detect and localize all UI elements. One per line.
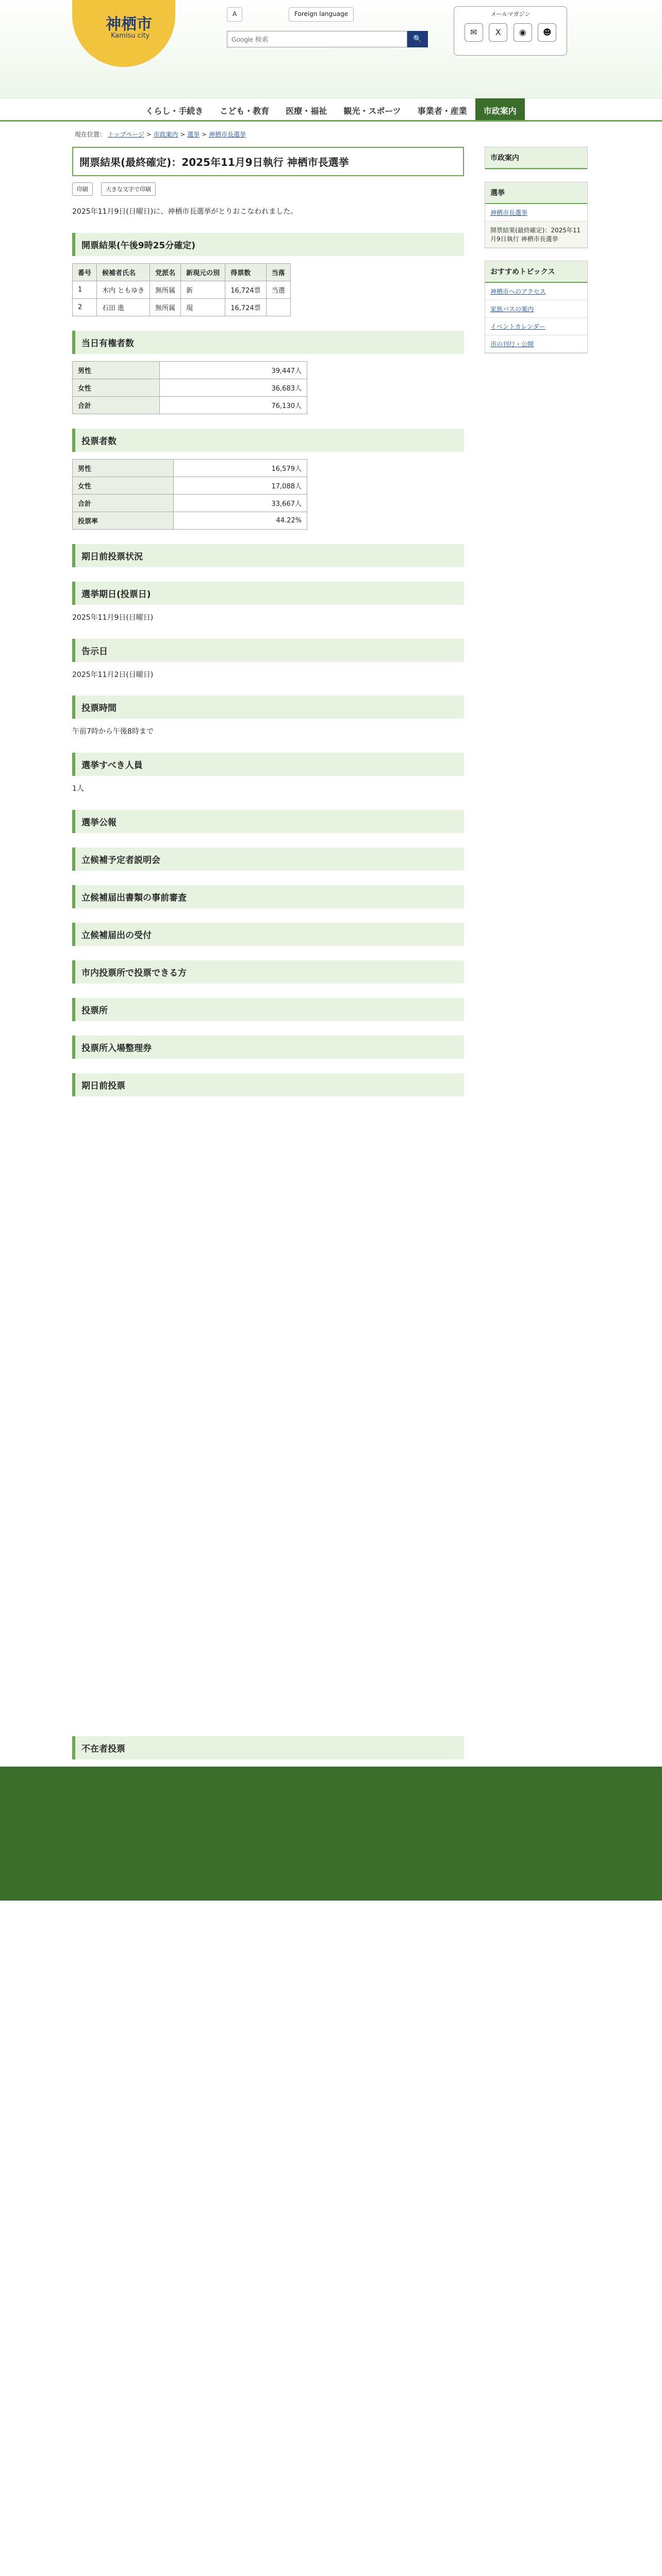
sidebar-item-current[interactable]: 開票結果(最終確定)：2025年11月9日執行 神栖市長選挙 — [485, 222, 587, 248]
line-icon[interactable]: ☻ — [538, 23, 556, 42]
table-row — [73, 361, 307, 379]
notice-text: 2025年11月2日(日曜日) — [72, 670, 154, 679]
voters-table — [72, 459, 307, 530]
table-row — [73, 281, 291, 298]
topic-bus[interactable]: 家族バスの案内 — [485, 300, 587, 318]
cell: 女性 — [73, 477, 174, 494]
site-header — [0, 0, 662, 98]
cell: 1 — [73, 281, 97, 298]
site-name: 神栖市 — [106, 15, 152, 33]
side-menu — [485, 147, 588, 170]
cell: 36,683人 — [160, 379, 307, 396]
explain-heading: 立候補予定者説明会 — [72, 848, 464, 871]
topic-publications[interactable]: 市の刊行・公開 — [485, 335, 587, 353]
site-footer — [0, 1767, 662, 1901]
print-button[interactable]: 印刷 — [72, 182, 93, 196]
cell: 無所属 — [150, 298, 181, 316]
attend-heading: 当日有権者数 — [72, 331, 464, 354]
topic-access[interactable]: 神栖市へのアクセス — [485, 283, 587, 300]
col-header: 得票数 — [225, 263, 267, 281]
cell: 39,447人 — [160, 361, 307, 379]
filing-heading: 立候補届出の受付 — [72, 923, 464, 946]
search-input[interactable] — [227, 31, 407, 47]
global-nav — [0, 98, 662, 122]
hours-text: 午前7時から午後8時まで — [72, 727, 154, 736]
cell: 木内 ともゆき — [97, 281, 150, 298]
side-election-head: 選挙 — [485, 182, 587, 204]
cell: 当選 — [266, 281, 290, 298]
early-heading: 期日前投票状況 — [72, 544, 464, 567]
search-icon[interactable]: 🔍 — [407, 31, 428, 47]
gnav-kanko[interactable]: 観光・スポーツ — [343, 106, 401, 116]
foreign-language-button[interactable]: Foreign language — [289, 7, 354, 22]
notice-heading: 告示日 — [72, 639, 464, 662]
review-heading: 立候補届出書類の事前審査 — [72, 885, 464, 908]
table-row — [73, 459, 307, 477]
large-print-button[interactable]: 大きな文字で印刷 — [101, 182, 156, 196]
topic-events[interactable]: イベントカレンダー — [485, 318, 587, 335]
breadcrumb-senkyo[interactable]: 選挙 — [187, 131, 200, 138]
side-menu-head: 市政案内 — [485, 147, 587, 169]
schedule-text: 2025年11月9日(日曜日) — [72, 613, 154, 622]
table-row — [73, 396, 307, 414]
ticket-heading: 投票所入場整理券 — [72, 1036, 464, 1059]
cell: 男性 — [73, 361, 160, 379]
cell: 76,130人 — [160, 396, 307, 414]
col-header: 党派名 — [150, 263, 181, 281]
gnav-kurashi[interactable]: くらし・手続き — [145, 106, 204, 116]
cell: 男性 — [73, 459, 174, 477]
col-header: 番号 — [73, 263, 97, 281]
cell: 33,667人 — [173, 494, 307, 512]
cell: 石田 進 — [97, 298, 150, 316]
page-title: 開票結果(最終確定)：2025年11月9日執行 神栖市長選挙 — [72, 147, 464, 176]
cell: 2 — [73, 298, 97, 316]
eligible-heading: 市内投票所で投票できる方 — [72, 960, 464, 984]
page-meta — [72, 182, 464, 196]
cell: 17,088人 — [173, 477, 307, 494]
intro-text: 2025年11月9日(日曜日)に、神栖市長選挙がとりおこなわれました。 — [72, 208, 298, 216]
cell: 16,724票 — [225, 298, 267, 316]
cell: 無所属 — [150, 281, 181, 298]
table-row — [73, 379, 307, 396]
table-row — [73, 494, 307, 512]
side-topics — [485, 261, 588, 353]
gnav-jigyosha[interactable]: 事業者・産業 — [417, 106, 467, 116]
gnav-kodomo[interactable]: こども・教育 — [220, 106, 270, 116]
col-header: 当落 — [266, 263, 290, 281]
table-row — [73, 298, 291, 316]
schedule-heading: 選挙期日(投票日) — [72, 582, 464, 605]
breadcrumb-mayor[interactable]: 神栖市長選挙 — [208, 131, 246, 138]
col-header: 候補者氏名 — [97, 263, 150, 281]
cell — [266, 298, 290, 316]
side-election — [485, 182, 588, 248]
col-header: 新現元の別 — [181, 263, 225, 281]
instagram-icon[interactable]: ◉ — [514, 23, 532, 42]
breadcrumb-prefix: 現在位置： — [75, 131, 106, 138]
mail-icon[interactable]: ✉ — [465, 23, 483, 42]
voters-heading: 投票者数 — [72, 429, 464, 452]
absentee-heading: 不在者投票 — [72, 1736, 464, 1759]
cell: 合計 — [73, 396, 160, 414]
mail-magazine-box — [454, 6, 567, 56]
result-table — [72, 263, 291, 316]
content-spacer — [72, 1104, 464, 1722]
x-icon[interactable]: X — [489, 23, 507, 42]
main-content — [72, 147, 464, 1767]
cell: 16,579人 — [173, 459, 307, 477]
font-size-button[interactable]: A — [227, 7, 242, 22]
side-topics-head: おすすめトピックス — [485, 261, 587, 283]
cell: 女性 — [73, 379, 160, 396]
seats-text: 1人 — [72, 785, 84, 793]
table-row — [73, 477, 307, 494]
cell: 投票率 — [73, 512, 174, 529]
cell: 16,724票 — [225, 281, 267, 298]
gnav-iryo[interactable]: 医療・福祉 — [286, 106, 327, 116]
mail-magazine-title: メールマガジン — [490, 11, 531, 18]
sidebar — [485, 147, 588, 1767]
seats-heading: 選挙すべき人員 — [72, 753, 464, 776]
cell: 合計 — [73, 494, 174, 512]
result-heading: 開票結果(午後9時25分確定) — [72, 233, 464, 256]
table-row — [73, 512, 307, 529]
place-heading: 投票所 — [72, 998, 464, 1021]
bulletin-heading: 選挙公報 — [72, 810, 464, 833]
breadcrumb-shisei[interactable]: 市政案内 — [153, 131, 178, 138]
breadcrumb: 現在位置： トップページ > 市政案内 > 選挙 > 神栖市長選挙 — [75, 131, 246, 138]
gnav-shisei[interactable]: 市政案内 — [475, 98, 525, 120]
sidebar-item-mayor[interactable]: 神栖市長選挙 — [485, 204, 587, 222]
cell: 現 — [181, 298, 225, 316]
cell: 新 — [181, 281, 225, 298]
early-vote-heading: 期日前投票 — [72, 1073, 464, 1096]
site-name-en: Kamisu city — [111, 32, 150, 40]
attend-table — [72, 361, 307, 414]
cell: 44.22% — [173, 512, 307, 529]
breadcrumb-top[interactable]: トップページ — [107, 131, 144, 138]
hours-heading: 投票時間 — [72, 696, 464, 719]
